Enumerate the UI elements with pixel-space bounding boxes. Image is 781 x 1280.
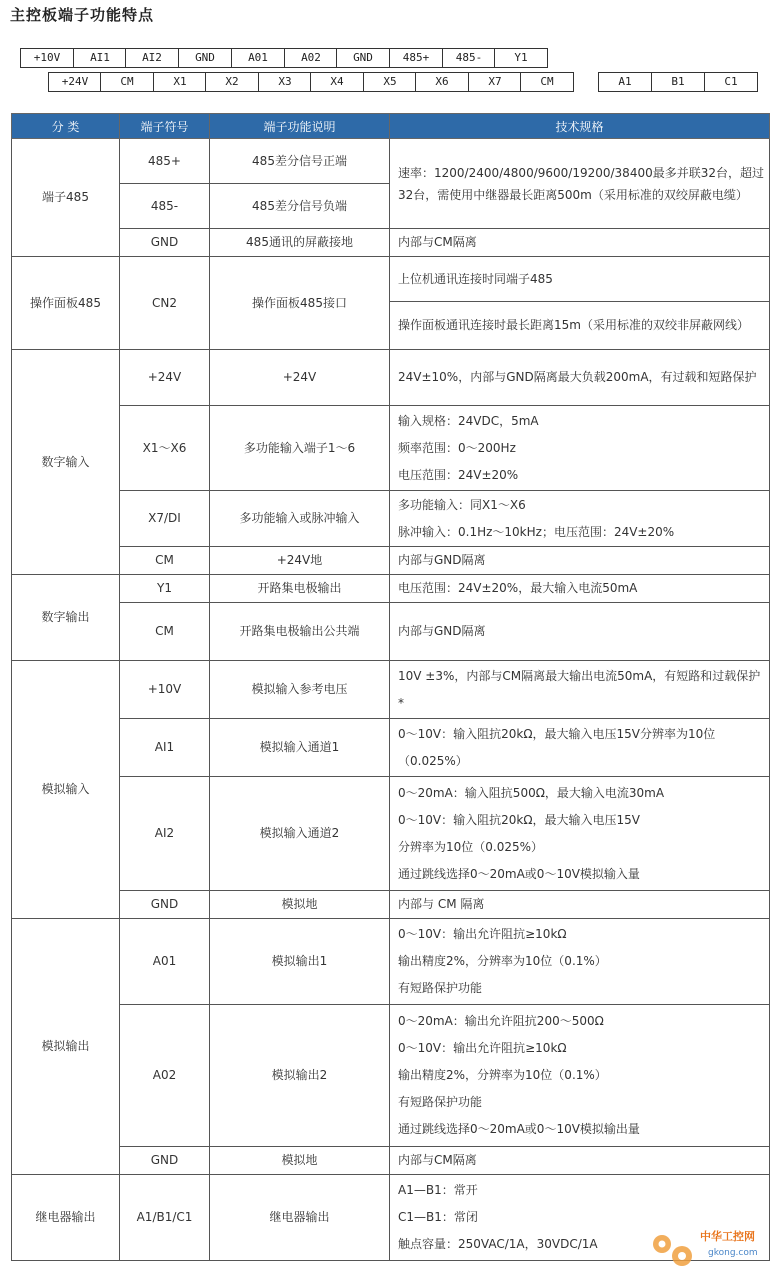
spec-line: 电压范围：24V±20% bbox=[398, 467, 519, 482]
header-category: 分 类 bbox=[12, 114, 120, 139]
page-title: 主控板端子功能特点 bbox=[10, 6, 155, 24]
spec-line: A1—B1：常开 bbox=[398, 1183, 478, 1197]
spec-cell bbox=[390, 661, 770, 719]
symbol-cell: GND bbox=[120, 1147, 210, 1175]
spec-line: 内部与GND隔离 bbox=[398, 553, 486, 567]
table-row bbox=[12, 547, 770, 575]
symbol-cell: GND bbox=[120, 229, 210, 257]
table-row bbox=[12, 1005, 770, 1147]
header-description: 端子功能说明 bbox=[210, 114, 390, 139]
spec-line: 内部与GND隔离 bbox=[398, 624, 486, 638]
table-row bbox=[12, 406, 770, 491]
spec-cell bbox=[390, 229, 770, 257]
spec-line: 上位机通讯连接时同端子485 bbox=[398, 271, 553, 286]
symbol-cell: AI2 bbox=[120, 777, 210, 891]
description-cell: 多功能输入端子1～6 bbox=[210, 406, 390, 491]
category-cell: 数字输入 bbox=[12, 350, 120, 575]
category-cell: 操作面板485 bbox=[12, 257, 120, 350]
spec-line: 0～10V：输入阻抗20kΩ，最大输入电压15V分辨率为10位（0.025%） bbox=[398, 726, 716, 768]
spec-line: 输入规格：24VDC，5mA bbox=[398, 413, 539, 428]
terminal-0-bottom: +24V bbox=[48, 72, 102, 92]
description-cell: +24V bbox=[210, 350, 390, 406]
relay-terminal-0: A1 bbox=[598, 72, 652, 92]
terminal-5-top: A02 bbox=[284, 48, 338, 68]
terminal-9-bottom: CM bbox=[520, 72, 574, 92]
spec-line: 0～10V：输出允许阻抗≥10kΩ bbox=[398, 1041, 567, 1055]
description-cell: 开路集电极输出 bbox=[210, 575, 390, 603]
table-row bbox=[12, 257, 770, 302]
category-cell: 模拟输出 bbox=[12, 919, 120, 1175]
spec-cell bbox=[390, 777, 770, 891]
symbol-cell: A02 bbox=[120, 1005, 210, 1147]
spec-line: 内部与CM隔离 bbox=[398, 1153, 477, 1167]
category-cell: 端子485 bbox=[12, 139, 120, 257]
spec-cell bbox=[390, 406, 770, 491]
spec-line: 有短路保护功能 bbox=[398, 981, 483, 995]
description-cell: 多功能输入或脉冲输入 bbox=[210, 491, 390, 547]
symbol-cell: X1～X6 bbox=[120, 406, 210, 491]
terminal-9-top: Y1 bbox=[494, 48, 548, 68]
spec-cell bbox=[390, 603, 770, 661]
spec-cell bbox=[390, 719, 770, 777]
spec-cell bbox=[390, 257, 770, 302]
terminal-7-bottom: X6 bbox=[415, 72, 469, 92]
table-row bbox=[12, 919, 770, 1005]
spec-cell bbox=[390, 547, 770, 575]
symbol-cell: CM bbox=[120, 547, 210, 575]
terminal-2-top: AI2 bbox=[125, 48, 179, 68]
spec-line: 频率范围：0～200Hz bbox=[398, 440, 516, 455]
table-row bbox=[12, 661, 770, 719]
spec-cell bbox=[390, 139, 770, 229]
symbol-cell: 485+ bbox=[120, 139, 210, 184]
spec-line: 操作面板通讯连接时最长距离15m（采用标准的双绞非屏蔽网线） bbox=[398, 318, 749, 332]
watermark-brand: 中华工控网 bbox=[700, 1230, 755, 1243]
spec-line: 脉冲输入：0.1Hz～10kHz；电压范围：24V±20% bbox=[398, 524, 675, 539]
description-cell: +24V地 bbox=[210, 547, 390, 575]
table-row bbox=[12, 139, 770, 184]
symbol-cell: GND bbox=[120, 891, 210, 919]
terminal-spec-table bbox=[11, 113, 770, 1261]
spec-line: 速率：1200/2400/4800/9600/19200/38400最多并联32台，超过32台，需使用中继器最长距离500m（采用标准的双绞屏蔽电缆） bbox=[398, 165, 764, 202]
spec-cell bbox=[390, 891, 770, 919]
table-row bbox=[12, 350, 770, 406]
description-cell: 模拟输出2 bbox=[210, 1005, 390, 1147]
spec-line: 0～10V：输出允许阻抗≥10kΩ bbox=[398, 927, 567, 941]
table-row bbox=[12, 891, 770, 919]
header-spec: 技术规格 bbox=[390, 114, 770, 139]
spec-line: 有短路保护功能 bbox=[398, 1095, 483, 1109]
header-symbol: 端子符号 bbox=[120, 114, 210, 139]
description-cell: 485差分信号正端 bbox=[210, 139, 390, 184]
terminal-8-bottom: X7 bbox=[468, 72, 522, 92]
spec-cell bbox=[390, 350, 770, 406]
spec-line: 内部与CM隔离 bbox=[398, 235, 477, 249]
symbol-cell: +24V bbox=[120, 350, 210, 406]
symbol-cell: AI1 bbox=[120, 719, 210, 777]
table-header-row bbox=[12, 114, 770, 139]
spec-line: 多功能输入：同X1～X6 bbox=[398, 497, 526, 512]
spec-cell bbox=[390, 1147, 770, 1175]
spec-cell bbox=[390, 919, 770, 1005]
terminal-3-bottom: X2 bbox=[205, 72, 259, 92]
symbol-cell: X7/DI bbox=[120, 491, 210, 547]
table-row bbox=[12, 575, 770, 603]
terminal-0-top: +10V bbox=[20, 48, 74, 68]
table-row bbox=[12, 777, 770, 891]
spec-line: 输出精度2%，分辨率为10位（0.1%） bbox=[398, 954, 607, 968]
terminal-6-bottom: X5 bbox=[363, 72, 417, 92]
spec-line: 触点容量：250VAC/1A，30VDC/1A bbox=[398, 1237, 598, 1251]
description-cell: 模拟地 bbox=[210, 891, 390, 919]
description-cell: 模拟地 bbox=[210, 1147, 390, 1175]
description-cell: 模拟输入参考电压 bbox=[210, 661, 390, 719]
description-cell: 操作面板485接口 bbox=[210, 257, 390, 350]
relay-terminal-1: B1 bbox=[651, 72, 705, 92]
spec-line: 0～10V：输入阻抗20kΩ，最大输入电压15V bbox=[398, 812, 640, 827]
table-row bbox=[12, 1147, 770, 1175]
category-cell: 继电器输出 bbox=[12, 1175, 120, 1261]
symbol-cell: CM bbox=[120, 603, 210, 661]
description-cell: 模拟输出1 bbox=[210, 919, 390, 1005]
symbol-cell: Y1 bbox=[120, 575, 210, 603]
table-row bbox=[12, 491, 770, 547]
spec-line: 通过跳线选择0～20mA或0～10V模拟输出量 bbox=[398, 1122, 640, 1136]
spec-line: 电压范围：24V±20%，最大输入电流50mA bbox=[398, 581, 638, 595]
terminal-7-top: 485+ bbox=[389, 48, 443, 68]
spec-line: 0～20mA：输出允许阻抗200～500Ω bbox=[398, 1014, 604, 1028]
spec-line: C1—B1：常闭 bbox=[398, 1210, 478, 1224]
terminal-4-bottom: X3 bbox=[258, 72, 312, 92]
category-cell: 模拟输入 bbox=[12, 661, 120, 919]
terminal-8-top: 485- bbox=[442, 48, 496, 68]
spec-cell bbox=[390, 575, 770, 603]
spec-line: 10V ±3%，内部与CM隔离最大输出电流50mA，有短路和过载保护 * bbox=[398, 668, 761, 710]
description-cell: 模拟输入通道1 bbox=[210, 719, 390, 777]
description-cell: 485差分信号负端 bbox=[210, 184, 390, 229]
spec-line: 分辨率为10位（0.025%） bbox=[398, 839, 544, 854]
table-row bbox=[12, 603, 770, 661]
gkong-logo bbox=[648, 1224, 776, 1276]
relay-terminal-2: C1 bbox=[704, 72, 758, 92]
symbol-cell: 485- bbox=[120, 184, 210, 229]
symbol-cell: A01 bbox=[120, 919, 210, 1005]
spec-cell bbox=[390, 302, 770, 350]
description-cell: 模拟输入通道2 bbox=[210, 777, 390, 891]
spec-cell bbox=[390, 491, 770, 547]
spec-line: 0～20mA：输入阻抗500Ω，最大输入电流30mA bbox=[398, 785, 665, 800]
table-row bbox=[12, 229, 770, 257]
watermark-domain: gkong.com bbox=[708, 1248, 758, 1258]
description-cell: 开路集电极输出公共端 bbox=[210, 603, 390, 661]
symbol-cell: A1/B1/C1 bbox=[120, 1175, 210, 1261]
symbol-cell: CN2 bbox=[120, 257, 210, 350]
spec-line: 24V±10%，内部与GND隔离最大负载200mA，有过载和短路保护 bbox=[398, 370, 757, 384]
description-cell: 485通讯的屏蔽接地 bbox=[210, 229, 390, 257]
terminal-1-top: AI1 bbox=[73, 48, 127, 68]
table-row bbox=[12, 719, 770, 777]
terminal-5-bottom: X4 bbox=[310, 72, 364, 92]
gear-icon bbox=[653, 1235, 692, 1266]
spec-line: 输出精度2%，分辨率为10位（0.1%） bbox=[398, 1068, 607, 1082]
description-cell: 继电器输出 bbox=[210, 1175, 390, 1261]
terminal-2-bottom: X1 bbox=[153, 72, 207, 92]
spec-cell bbox=[390, 1005, 770, 1147]
spec-line: 内部与 CM 隔离 bbox=[398, 897, 485, 911]
terminal-6-top: GND bbox=[336, 48, 390, 68]
symbol-cell: +10V bbox=[120, 661, 210, 719]
terminal-3-top: GND bbox=[178, 48, 232, 68]
terminal-1-bottom: CM bbox=[100, 72, 154, 92]
spec-line: 通过跳线选择0～20mA或0～10V模拟输入量 bbox=[398, 866, 640, 881]
category-cell: 数字输出 bbox=[12, 575, 120, 661]
terminal-4-top: A01 bbox=[231, 48, 285, 68]
